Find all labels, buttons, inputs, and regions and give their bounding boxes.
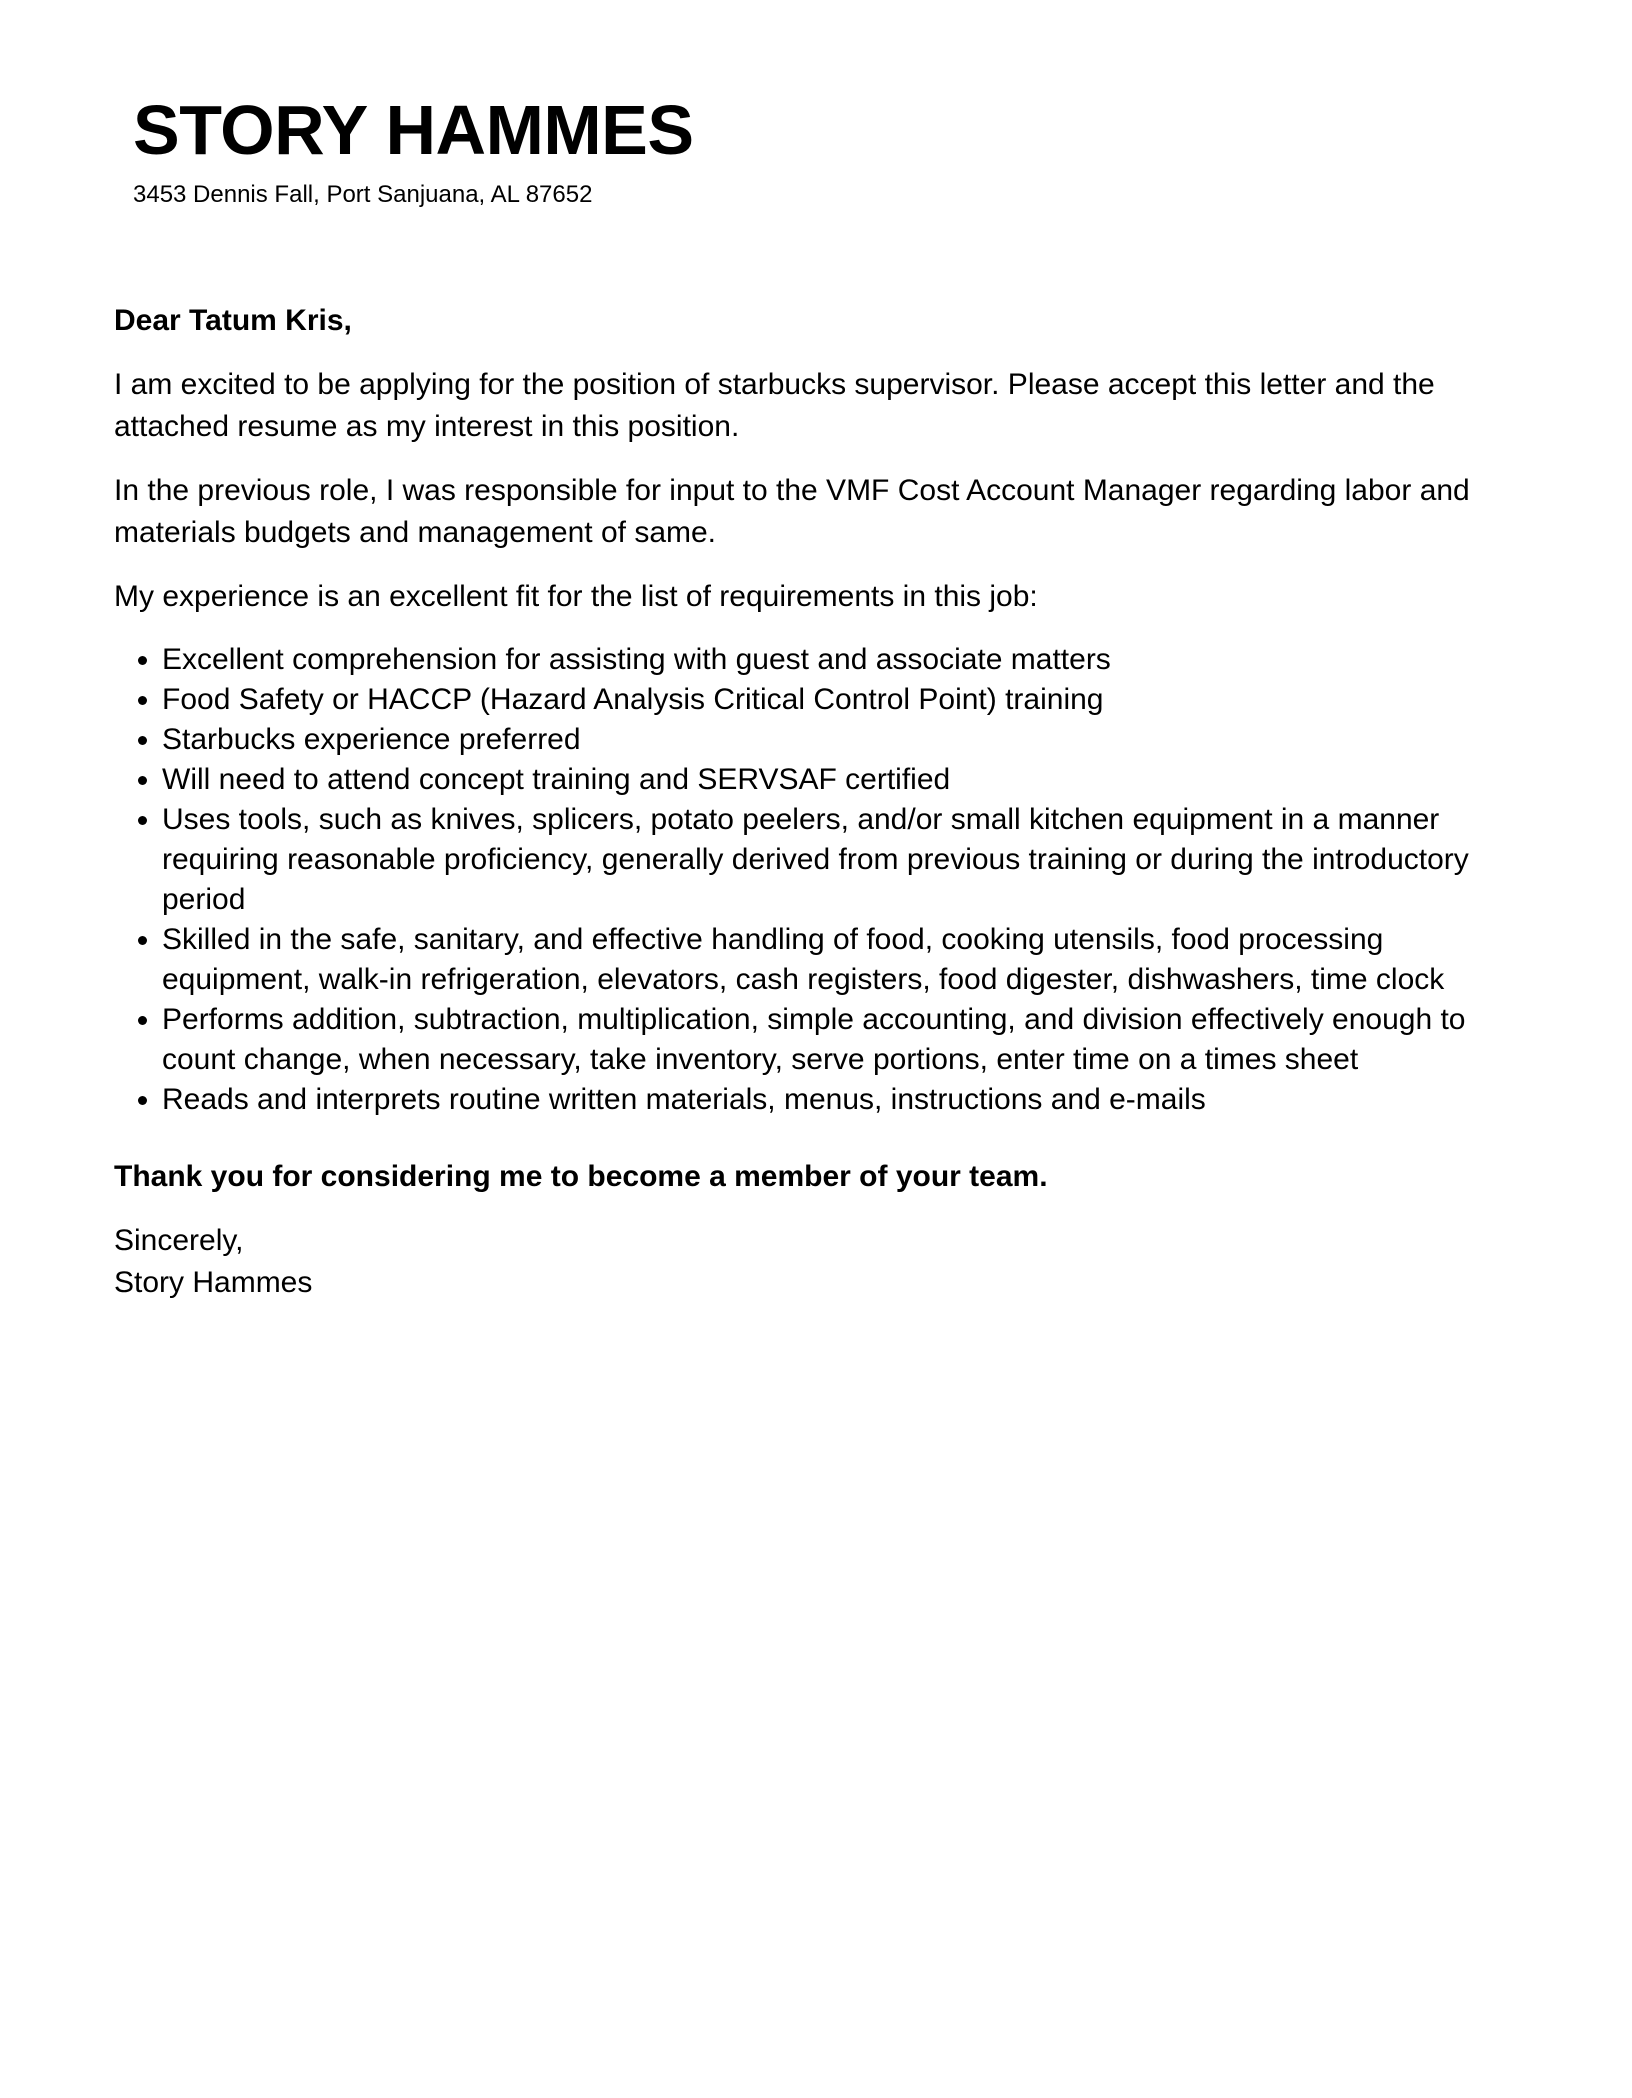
requirements-list: [114, 640, 1534, 1120]
signature-name: Story Hammes: [114, 1266, 313, 1299]
closing-statement: Thank you for considering me to become a member of your team.: [114, 1160, 1048, 1193]
intro-paragraph: I am excited to be applying for the position of starbucks supervisor. Please accept this letter and the attached resume as my interest in this position.: [114, 368, 1435, 443]
list-item: • Food Safety or HACCP (Hazard Analysis Critical Control Point) training: [162, 680, 1534, 720]
letter-body: [114, 300, 1534, 1304]
applicant-address: 3453 Dennis Fall, Port Sanjuana, AL 87652: [133, 181, 593, 208]
list-item: • Will need to attend concept training and SERVSAF certified: [162, 760, 1534, 800]
list-item: • Starbucks experience preferred: [162, 720, 1534, 760]
requirements-intro: My experience is an excellent fit for the list of requirements in this job:: [114, 580, 1038, 613]
list-item: • Skilled in the safe, sanitary, and effective handling of food, cooking utensils, food processing equipment, walk-in refrigeration, elevators, cash registers, food digester, dishwashers, time clock: [162, 920, 1534, 1000]
letter-header: [133, 88, 1433, 210]
list-item: • Uses tools, such as knives, splicers, potato peelers, and/or small kitchen equipment in a manner requiring reasonable proficiency, generally derived from previous training or during the introductory period: [162, 800, 1534, 920]
signoff: Sincerely,: [114, 1224, 244, 1257]
applicant-name: STORY HAMMES: [133, 91, 694, 169]
greeting: Dear Tatum Kris,: [114, 304, 352, 337]
experience-paragraph: In the previous role, I was responsible for input to the VMF Cost Account Manager regarding labor and materials budgets and management of same.: [114, 474, 1470, 549]
list-item: • Performs addition, subtraction, multiplication, simple accounting, and division effectively enough to count change, when necessary, take inventory, serve portions, enter time on a times sheet: [162, 1000, 1534, 1080]
list-item: • Excellent comprehension for assisting with guest and associate matters: [162, 640, 1534, 680]
list-item: • Reads and interprets routine written materials, menus, instructions and e-mails: [162, 1080, 1534, 1120]
